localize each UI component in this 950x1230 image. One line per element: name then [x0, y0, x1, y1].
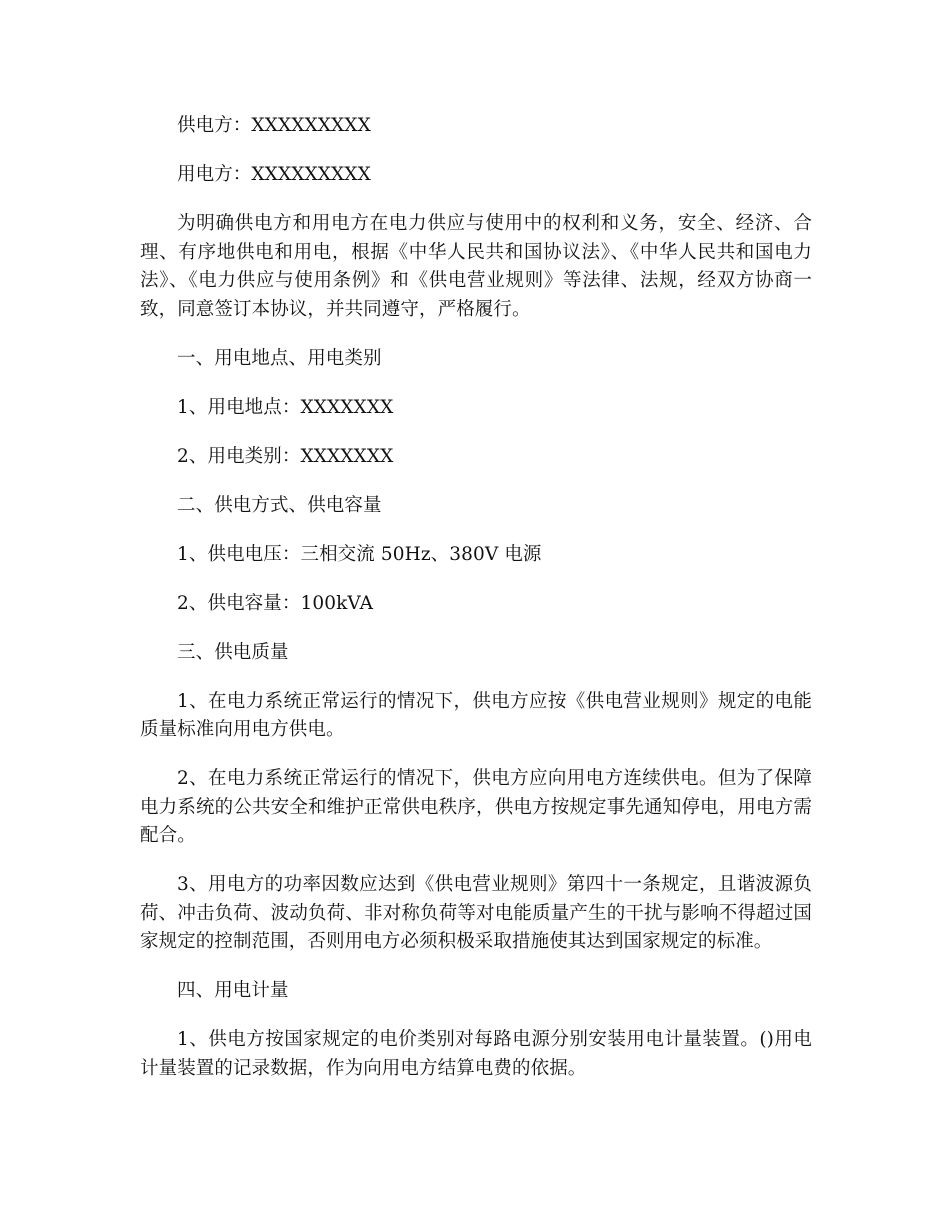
clause-3-3: 3、用电方的功率因数应达到《供电营业规则》第四十一条规定，且谐波源负荷、冲击负荷、波动负荷、非对称负荷等对电能质量产生的干扰与影响不得超过国家规定的控制范围，否则用电方必须积极采取措施使其达到国家规定的标准。: [140, 874, 812, 952]
clause-1-1: 1、用电地点：XXXXXXX: [177, 396, 394, 418]
section-heading-3: 三、供电质量: [177, 641, 289, 663]
document-body: [140, 112, 812, 1083]
clause-3-1: 1、在电力系统正常运行的情况下，供电方应按《供电营业规则》规定的电能质量标准向用电方供电。: [140, 690, 812, 740]
section-heading-2: 二、供电方式、供电容量: [177, 494, 382, 516]
clause-2-1: 1、供电电压：三相交流 50Hz、380V 电源: [177, 543, 542, 565]
consumer-line: 用电方：XXXXXXXXX: [177, 164, 371, 185]
section-heading-1: 一、用电地点、用电类别: [177, 347, 382, 369]
clause-2-2: 2、供电容量：100kVA: [177, 592, 374, 614]
section-heading-4: 四、用电计量: [177, 980, 289, 1001]
clause-1-2: 2、用电类别：XXXXXXX: [177, 445, 394, 467]
preamble-paragraph: 为明确供电方和用电方在电力供应与使用中的权利和义务，安全、经济、合理、有序地供电和用电，根据《中华人民共和国协议法》、《中华人民共和国电力法》、《电力供应与使用条例》和《供电营业规则》等法律、法规，经双方协商一致，同意签订本协议，并共同遵守，严格履行。: [140, 213, 812, 320]
clause-3-2: 2、在电力系统正常运行的情况下，供电方应向用电方连续供电。但为了保障电力系统的公共安全和维护正常供电秩序，供电方按规定事先通知停电，用电方需配合。: [140, 768, 812, 846]
clause-4-1: 1、供电方按国家规定的电价类别对每路电源分别安装用电计量装置。()用电计量装置的记录数据，作为向用电方结算电费的依据。: [140, 1029, 812, 1079]
supplier-line: 供电方：XXXXXXXXX: [177, 115, 371, 136]
